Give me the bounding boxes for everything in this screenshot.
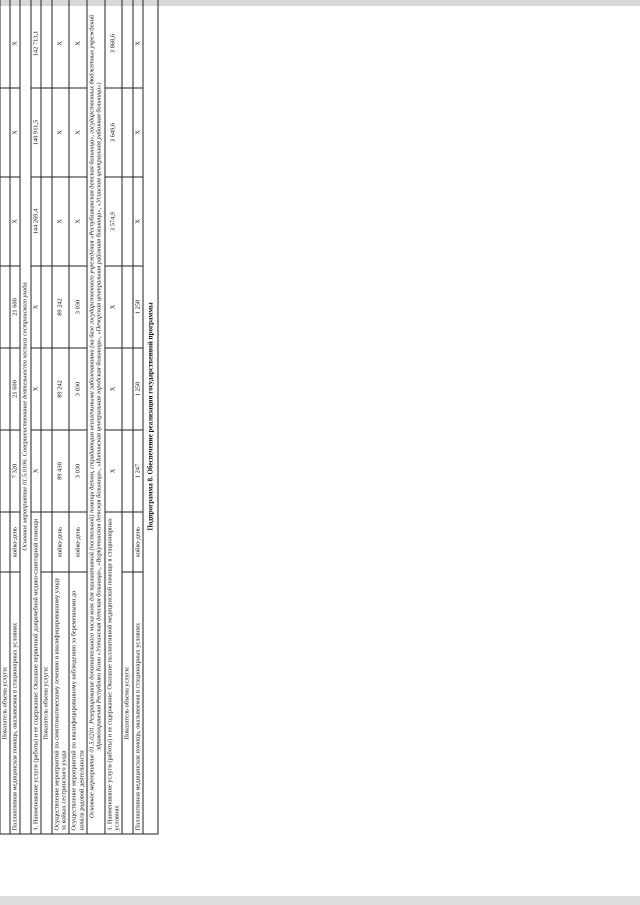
state-assignment-table <box>0 0 159 835</box>
table-row <box>0 0 10 834</box>
table-row: 1. Наименование услуги (работы) и ее содержание: Оказание первичной доврачебной медико-санитарной помощи X X X 144 269,4 140 911,5 142 713,1 <box>31 0 41 834</box>
row-label: Осуществление мероприятий по симптоматическому лечению и квалифицированному уходу за койках сестринского ухода <box>52 572 70 834</box>
row-label: Осуществление мероприятий по квалифицированному наблюдению за беременными до начала родовой деятельности <box>69 572 87 834</box>
indicator-label: Показатель объема услуги: <box>0 572 10 834</box>
row-label: Паллиативная медицинская помощь, оказываемая в стационарных условиях <box>10 572 20 834</box>
service-name: 1. Наименование услуги (работы) и ее содержание: Оказание паллиативной медицинской помощи в стационарных условиях <box>105 512 123 834</box>
indicator-label: Показатель объема услуги: <box>41 572 51 834</box>
scan-edge-bottom <box>0 896 640 905</box>
row-label: Паллиативная медицинская помощь, оказываемая в стационарных условиях <box>133 572 143 834</box>
table-row: Осуществление мероприятий по симптоматическому лечению и квалифицированному уходу за койках сестринского ухода койко-день 89 430 89 242 89 242 X X X <box>52 0 70 834</box>
measure-heading: Основное мероприятие 01.5.0106. Совершенствование деятельности хосписа сестринского ухода <box>20 0 30 834</box>
subprogram-heading: Подпрограмма 8. Обеспечение реализации государственной программы <box>143 0 158 834</box>
table-row: Осуществление мероприятий по квалифицированному наблюдению за беременными до начала родовой деятельности койко-день 3 030 3 030 3 030 X X X <box>69 0 87 834</box>
table-row <box>143 0 158 834</box>
table-row <box>87 0 105 834</box>
service-name: 1. Наименование услуги (работы) и ее содержание: Оказание первичной доврачебной медико-санитарной помощи <box>31 512 41 834</box>
table-row: Паллиативная медицинская помощь, оказываемая в стационарных условиях койко-день 1 247 1 258 1 258 X X X <box>133 0 143 834</box>
table-row: 1. Наименование услуги (работы) и ее содержание: Оказание паллиативной медицинской помощи в стационарных условиях X X X 3 574,9 3 649,6 3 868,6 <box>105 0 123 834</box>
indicator-label: Показатель объема услуги: <box>122 572 132 834</box>
rotated-document-page <box>0 0 325 835</box>
measure-heading: Основное мероприятие 01.5.0201. Резервирование дополнительного числа коек для паллиативной (постельной) помощи детям, страдающим неизлечимыми заболеваниями (на базе государственного учреждения «Республиканская детская больница», государственных бюджетных учреждений здравоохранения Республики Коми «Ухтинская детская больница», «Воркутинская детская больница», «Интинская центральная городская больница», «Печорская центральная районная больница», «Усинская центральная районная больница») <box>87 0 105 834</box>
table-row <box>41 0 51 834</box>
table-row: Паллиативная медицинская помощь, оказываемая в стационарных условиях койко-день 7 320 21 600 21 600 X X X <box>10 0 20 834</box>
table-row <box>20 0 30 834</box>
table-row <box>122 0 132 834</box>
